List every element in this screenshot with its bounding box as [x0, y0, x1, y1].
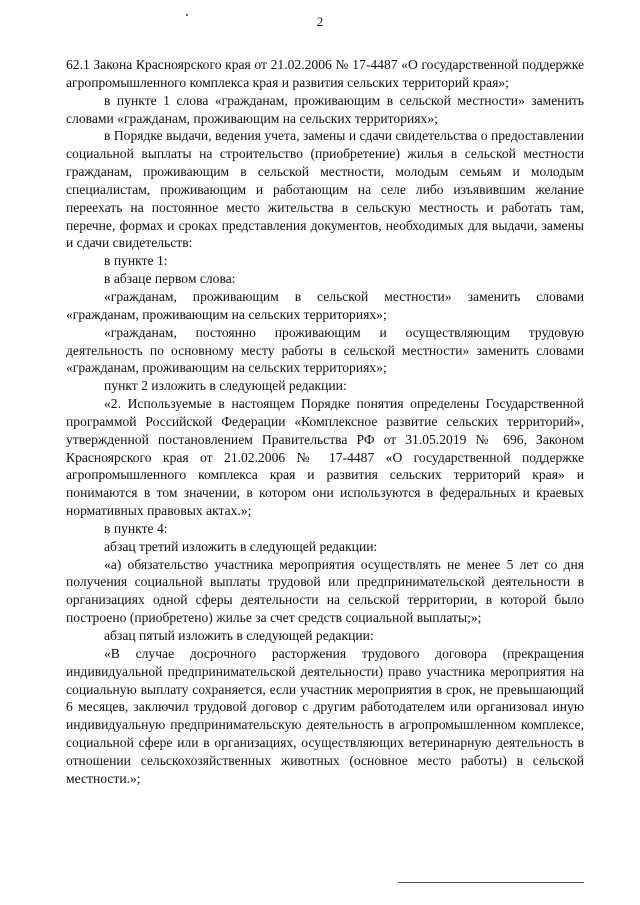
- paragraph-first-abzac: в абзаце первом слова:: [104, 271, 236, 287]
- paragraph-in-item-1: в пункте 1:: [104, 253, 168, 269]
- paragraph-procedure-title: в Порядке выдачи, ведения учета, замены и сдачи свидетельства о предоставлении социальной выплаты на строительство (приобретение) жилья в сельской местности гражданам, проживающим в сельской местности, молодым семьям и молодым специалистам, проживающим и работающим на селе либо изъявившим желание переехать на постоянное место жительства в сельскую местность и работать там, перечне, формах и сроках представления документов, необходимых для выдачи, замены и сдачи свидетельств:: [66, 128, 584, 251]
- paragraph-fifth-abzac: абзац пятый изложить в следующей редакции:: [104, 628, 374, 643]
- footer-divider: [398, 882, 584, 883]
- paragraph-in-item-4: в пункте 4:: [104, 520, 168, 536]
- document-body: [66, 56, 584, 788]
- paragraph-law-reference: 62.1 Закона Красноярского края от 21.02.2006 № 17-4487 «О государственной поддержке агропромышленного комплекса края и развития сельских территорий края»;: [66, 57, 584, 90]
- paragraph-obligation-text: «а) обязательство участника мероприятия осуществлять не менее 5 лет со дня получения социальной выплаты трудовой или предпринимательской деятельности в организациях одной сферы деятельности на сельской территории, в которой было построено (приобретено) жилье за счет средств социальной выплаты;»;: [66, 556, 584, 626]
- paragraph-third-abzac: абзац третий изложить в следующей редакции:: [104, 538, 378, 554]
- paragraph-termination-text: «В случае досрочного расторжения трудового договора (прекращения индивидуальной предпринимательской деятельности) право участника мероприятия на социальную выплату сохраняется, если участник мероприятия в срок, не превышающий 6 месяцев, заключил трудовой договор с другим работодателем или организовал иную индивидуальную предпринимательскую деятельность в агропромышленном комплексе, социальной сфере или в организациях, осуществляющих ветеринарную деятельность в отношении сельскохозяйственных животных (основное место работы) в сельской местности.»;: [66, 645, 584, 786]
- page-number: 2: [316, 14, 324, 29]
- scan-speck: [186, 14, 188, 16]
- paragraph-item-1-replace: в пункте 1 слова «гражданам, проживающим в сельской местности» заменить словами «гражданам, проживающим на сельских территориях»;: [66, 92, 584, 126]
- paragraph-item-2-text: «2. Используемые в настоящем Порядке понятия определены Государственной программой Российской Федерации «Комплексное развитие сельских территорий», утвержденной постановлением Правительства РФ от 31.05.2019 № 696, Законом Красноярского края от 21.02.2006 № 17-4487 «О государственной поддержке агропромышленного комплекса края и развития сельских территорий края» и понимаются в том значении, в котором они используются в федеральных и краевых нормативных правовых актах.»;: [66, 396, 584, 519]
- paragraph-replace-words-1: «гражданам, проживающим в сельской местности» заменить словами «гражданам, проживающим на сельских территориях»;: [66, 288, 584, 322]
- paragraph-replace-words-2: «гражданам, постоянно проживающим и осуществляющим трудовую деятельность по основному месту работы в сельской местности» заменить словами «гражданам, проживающим на сельских территориях»;: [66, 324, 584, 376]
- paragraph-item-2-edit: пункт 2 изложить в следующей редакции:: [104, 378, 347, 394]
